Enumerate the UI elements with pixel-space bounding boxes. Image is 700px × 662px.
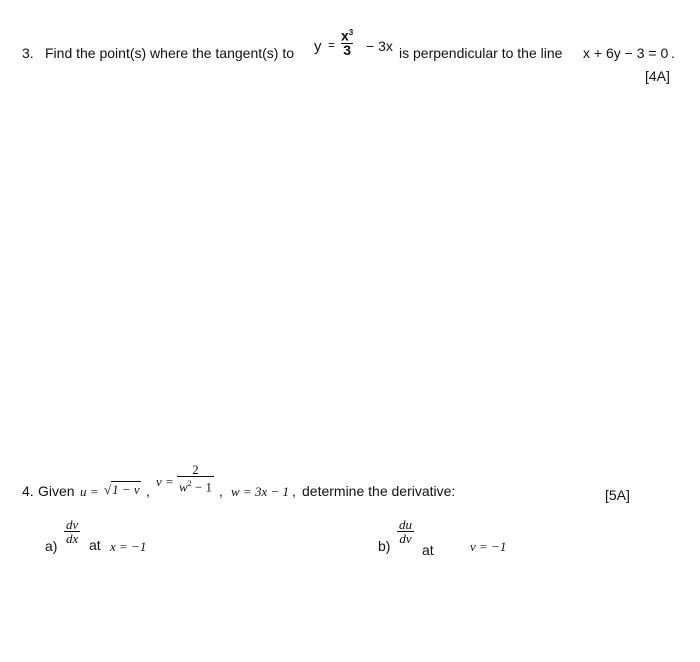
q4-v-frac-num: 2: [192, 462, 199, 477]
q4-v-fraction: [177, 463, 214, 493]
sqrt-symbol: √: [104, 482, 112, 497]
q3-eq-y: y: [314, 38, 322, 55]
q4-v-lhs: v =: [156, 474, 174, 489]
q3-fraction: [339, 26, 355, 57]
q4-comma-1: ,: [146, 483, 150, 499]
q4-comma-2: ,: [219, 483, 223, 499]
q4-given: Given: [38, 483, 75, 499]
q4-marks: [5A]: [605, 487, 630, 503]
q4a-derivative: [64, 518, 80, 545]
q3-eq-equals: =: [328, 38, 336, 52]
q3-line-equation: x + 6y − 3 = 0: [583, 45, 669, 61]
q3-frac-exponent: 3: [348, 28, 354, 37]
q4-u-sqrt: [104, 482, 141, 498]
q4-text-end: determine the derivative:: [302, 483, 456, 499]
q3-text-before: Find the point(s) where the tangent(s) to: [45, 45, 295, 61]
q4b-condition: v = −1: [470, 539, 507, 554]
q3-marks: [4A]: [645, 68, 670, 84]
q4a-deriv-num: dv: [66, 517, 79, 532]
q3-frac-den: 3: [343, 41, 352, 58]
q4a-at: at: [89, 537, 101, 553]
q4b-deriv-num: du: [399, 517, 412, 532]
q3-eq-rest: − 3x: [366, 38, 393, 54]
q4-comma-3: ,: [292, 483, 296, 499]
q4-w-equation: w = 3x − 1: [231, 484, 289, 499]
q3-period: .: [671, 45, 675, 61]
q4b-label: b): [378, 538, 391, 554]
q4-v-frac-den-rest: − 1: [194, 479, 213, 495]
q3-text-middle: is perpendicular to the line: [399, 45, 563, 61]
q4b-deriv-den: dv: [399, 531, 412, 546]
q4a-deriv-den: dx: [66, 531, 79, 546]
q4-u-lhs: u =: [80, 484, 99, 499]
q4-number: 4.: [22, 483, 34, 499]
q4-v-frac-den-w: w: [179, 479, 188, 495]
q4-v-frac-den-exp: 2: [187, 479, 192, 488]
q4-u-radicand: 1 − v: [112, 482, 140, 497]
q4b-at: at: [422, 542, 434, 558]
q4a-condition: x = −1: [110, 539, 147, 554]
q4a-label: a): [45, 538, 58, 554]
q3-number: 3.: [22, 45, 34, 61]
q4b-derivative: [397, 518, 414, 545]
q3-frac-num: x: [341, 27, 349, 44]
